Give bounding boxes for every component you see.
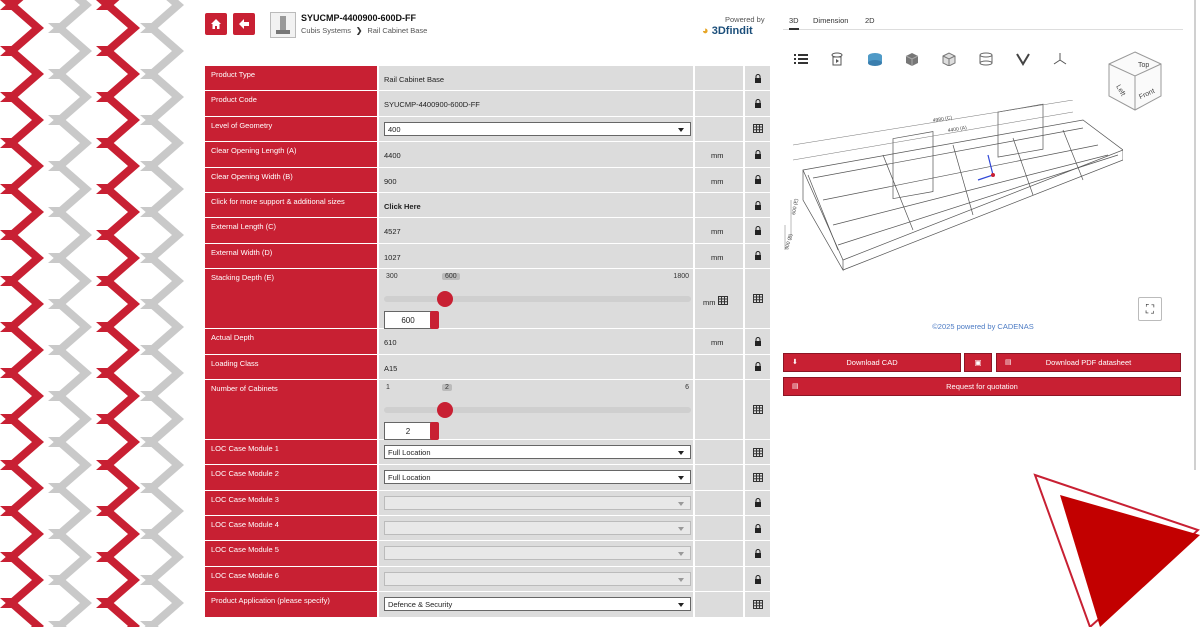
- 3dfindit-logo[interactable]: [702, 25, 753, 37]
- chevron-down-icon: [678, 451, 684, 455]
- table-icon[interactable]: [745, 380, 770, 439]
- logo-swirl-icon: ◕: [702, 25, 709, 37]
- number-input[interactable]: 2: [384, 422, 432, 440]
- product-thumbnail: [270, 12, 296, 38]
- parameter-unit: [695, 193, 743, 217]
- slider-min: 300: [386, 273, 398, 281]
- lock-icon: [745, 329, 770, 353]
- request-quote-button[interactable]: [783, 377, 1181, 396]
- select-value: Full Location: [388, 473, 431, 483]
- cube-front-label: Front: [1138, 87, 1156, 102]
- lock-icon: [745, 91, 770, 115]
- stepper-arrows-icon[interactable]: [430, 422, 439, 440]
- slider-max: 6: [685, 383, 689, 391]
- back-button[interactable]: [233, 13, 255, 35]
- parameter-row: [205, 355, 770, 380]
- cube-top-label: Top: [1138, 62, 1150, 69]
- parameter-row: [205, 541, 770, 566]
- parameter-unit: [695, 91, 743, 115]
- lock-icon: [745, 244, 770, 268]
- slider-handle[interactable]: [437, 291, 453, 307]
- viewer-tabs: [783, 14, 1183, 30]
- lock-icon: [745, 142, 770, 166]
- parameter-unit: [695, 491, 743, 515]
- lock-icon: [745, 193, 770, 217]
- pointer-arrow-decoration: [1030, 470, 1200, 627]
- download-cad-button[interactable]: [783, 353, 961, 372]
- parameter-value: 900: [379, 168, 693, 192]
- parameter-label: LOC Case Module 6: [205, 567, 377, 591]
- download-cad-label: Download CAD: [846, 358, 898, 367]
- header: [205, 12, 770, 52]
- parameter-label: LOC Case Module 4: [205, 516, 377, 540]
- parameter-value: A15: [379, 355, 693, 379]
- number-input[interactable]: 600: [384, 311, 432, 329]
- solid-icon[interactable]: [901, 48, 923, 70]
- select-value: 400: [388, 124, 401, 134]
- stepper-arrows-icon[interactable]: [430, 311, 439, 329]
- parameter-unit: [695, 567, 743, 591]
- lock-icon: [745, 491, 770, 515]
- home-button[interactable]: [205, 13, 227, 35]
- parameter-row: [205, 168, 770, 193]
- table-icon[interactable]: [745, 465, 770, 489]
- parameter-select[interactable]: [384, 445, 691, 459]
- dim-c-label: 4980 (C): [932, 115, 953, 124]
- parameter-label: Clear Opening Length (A): [205, 142, 377, 166]
- parameter-row: [205, 516, 770, 541]
- parameter-unit: mm: [695, 329, 743, 353]
- parameter-row: [205, 218, 770, 243]
- parameter-label: Product Code: [205, 91, 377, 115]
- chevron-down-icon: [678, 552, 684, 556]
- parameter-value: Rail Cabinet Base: [379, 66, 693, 90]
- chevron-right-icon: ❯: [356, 26, 363, 35]
- cadenas-credit[interactable]: ©2025 powered by CADENAS: [932, 322, 1034, 331]
- chevron-decoration: [0, 0, 185, 627]
- table-icon[interactable]: [745, 269, 770, 328]
- parameter-unit: [695, 355, 743, 379]
- cylinder-icon[interactable]: [975, 48, 997, 70]
- parameter-table: [205, 66, 770, 618]
- calculator-icon[interactable]: [718, 298, 728, 307]
- home-icon: [210, 18, 222, 30]
- parameter-select[interactable]: [384, 597, 691, 611]
- 3d-model-viewer[interactable]: [783, 100, 1123, 290]
- parameter-unit: [695, 269, 743, 328]
- logo-text: 3Dfindit: [711, 25, 753, 37]
- parameter-label: Product Type: [205, 66, 377, 90]
- table-icon[interactable]: [745, 440, 770, 464]
- tab-2d[interactable]: 2D: [865, 16, 875, 25]
- parameter-unit: mm: [695, 168, 743, 192]
- parameter-label: Product Application (please specify): [205, 592, 377, 616]
- slider-track[interactable]: [384, 407, 691, 413]
- unit-label: mm: [703, 298, 716, 308]
- lock-icon: [745, 168, 770, 192]
- parameter-row: [205, 440, 770, 465]
- lock-icon: [745, 355, 770, 379]
- parameter-label: LOC Case Module 5: [205, 541, 377, 565]
- parameter-row: [205, 329, 770, 354]
- parameter-unit: [695, 66, 743, 90]
- parameter-value: SYUCMP-4400900-600D-FF: [379, 91, 693, 115]
- parameter-row: [205, 567, 770, 592]
- slider-default: 2: [442, 384, 452, 391]
- parameter-row: [205, 491, 770, 516]
- table-icon[interactable]: [745, 592, 770, 616]
- parameter-label: Actual Depth: [205, 329, 377, 353]
- chevron-shape: [96, 598, 140, 627]
- fit-view-button[interactable]: [1138, 297, 1162, 321]
- parameter-label: Level of Geometry: [205, 117, 377, 141]
- parameter-label: Number of Cabinets: [205, 380, 377, 439]
- pdf-icon: ▤: [1005, 359, 1012, 366]
- parameter-label: External Length (C): [205, 218, 377, 242]
- tab-dimension[interactable]: Dimension: [813, 16, 849, 25]
- dim-b-label: 900 (B): [784, 233, 795, 251]
- parameter-row: [205, 91, 770, 116]
- dim-e-label: 600 (E): [791, 198, 800, 216]
- parameter-unit: mm: [695, 218, 743, 242]
- breadcrumb-item[interactable]: Cubis Systems: [301, 26, 352, 35]
- slider-handle[interactable]: [437, 402, 453, 418]
- lock-icon: [745, 541, 770, 565]
- chevron-down-icon: [678, 476, 684, 480]
- parameter-row: [205, 592, 770, 617]
- parameter-unit: [695, 541, 743, 565]
- request-quote-label: Request for quotation: [946, 382, 1018, 391]
- chevron-down-icon: [678, 578, 684, 582]
- slider-max: 1800: [673, 273, 689, 281]
- chevron-down-icon: [678, 502, 684, 506]
- slider-default: 600: [442, 273, 460, 280]
- tab-3d[interactable]: 3D: [789, 16, 799, 30]
- parameter-unit: [695, 440, 743, 464]
- chevron-down-icon: [678, 603, 684, 607]
- parameter-unit: mm: [695, 244, 743, 268]
- breadcrumb-item[interactable]: Rail Cabinet Base: [367, 26, 428, 35]
- parameter-label: LOC Case Module 1: [205, 440, 377, 464]
- play-view-icon[interactable]: [826, 48, 848, 70]
- measure-icon[interactable]: [1012, 48, 1034, 70]
- parameter-select[interactable]: [384, 122, 691, 136]
- parameter-label: Stacking Depth (E): [205, 269, 377, 328]
- parameter-unit: [695, 117, 743, 141]
- powered-by-label: Powered by: [725, 15, 765, 24]
- parameter-select: [384, 546, 691, 560]
- parameter-row: [205, 142, 770, 167]
- dim-a-label: 4400 (A): [947, 125, 968, 134]
- select-value: Full Location: [388, 447, 431, 457]
- wireframe-icon[interactable]: [938, 48, 960, 70]
- parameter-label: Clear Opening Width (B): [205, 168, 377, 192]
- parameter-select[interactable]: [384, 470, 691, 484]
- parameter-row: [205, 465, 770, 490]
- table-icon[interactable]: [745, 117, 770, 141]
- parameter-row: [205, 269, 770, 329]
- parameter-label: LOC Case Module 2: [205, 465, 377, 489]
- slider-track[interactable]: [384, 296, 691, 302]
- lock-icon: [745, 516, 770, 540]
- parameter-select: [384, 496, 691, 510]
- cad-file-button[interactable]: [964, 353, 992, 372]
- click-here-link[interactable]: Click Here: [379, 193, 693, 217]
- slider-min: 1: [386, 383, 390, 391]
- parameter-value: 610: [379, 329, 693, 353]
- parameter-value: 1027: [379, 244, 693, 268]
- parameter-value: 4527: [379, 218, 693, 242]
- select-value: Defence & Security: [388, 600, 453, 610]
- shaded-icon[interactable]: [864, 48, 886, 70]
- quote-icon: ▤: [792, 383, 799, 390]
- chevron-shape: [0, 598, 44, 627]
- parameter-unit: [695, 380, 743, 439]
- parameter-label: Loading Class: [205, 355, 377, 379]
- parameter-select: [384, 572, 691, 586]
- cube-left-label: Left: [1114, 83, 1127, 98]
- download-pdf-button[interactable]: [996, 353, 1181, 372]
- parameter-row: [205, 244, 770, 269]
- lock-icon: [745, 218, 770, 242]
- scrollbar[interactable]: [1194, 0, 1196, 470]
- parameter-label: External Width (D): [205, 244, 377, 268]
- parameter-unit: [695, 516, 743, 540]
- chevron-down-icon: [678, 128, 684, 132]
- parameter-row: [205, 193, 770, 218]
- parameter-row: [205, 380, 770, 440]
- file-icon: ▣: [974, 358, 982, 367]
- fit-view-icon: ⛶: [1145, 302, 1155, 316]
- parameter-label: Click for more support & additional sizes: [205, 193, 377, 217]
- parameter-row: [205, 117, 770, 142]
- parameter-select: [384, 521, 691, 535]
- list-icon[interactable]: [790, 48, 812, 70]
- axes-icon[interactable]: [1049, 48, 1071, 70]
- parameter-row: [205, 66, 770, 91]
- parameter-label: LOC Case Module 3: [205, 491, 377, 515]
- download-pdf-label: Download PDF datasheet: [1045, 358, 1132, 367]
- arrow-left-icon: [238, 18, 250, 30]
- parameter-unit: mm: [695, 142, 743, 166]
- breadcrumb: [301, 26, 427, 35]
- parameter-unit: [695, 592, 743, 616]
- lock-icon: [745, 66, 770, 90]
- parameter-value: 4400: [379, 142, 693, 166]
- download-icon: ⬇: [792, 359, 798, 366]
- chevron-down-icon: [678, 527, 684, 531]
- parameter-unit: [695, 465, 743, 489]
- product-title: SYUCMP-4400900-600D-FF: [301, 13, 417, 23]
- lock-icon: [745, 567, 770, 591]
